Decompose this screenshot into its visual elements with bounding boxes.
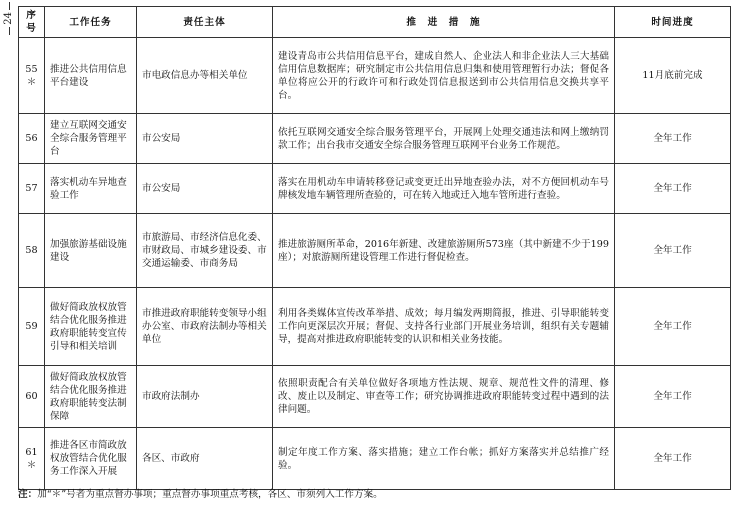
row-schedule: 全年工作 xyxy=(615,214,731,288)
row-seq: 60 xyxy=(19,366,45,428)
row-schedule: 全年工作 xyxy=(615,288,731,366)
table-header-row xyxy=(19,7,731,38)
row-schedule: 全年工作 xyxy=(615,114,731,164)
row-task: 建立互联网交通安全综合服务管理平台 xyxy=(45,114,137,164)
header-schedule: 时间进度 xyxy=(615,7,731,38)
table-row xyxy=(19,114,731,164)
row-schedule: 全年工作 xyxy=(615,366,731,428)
row-owner: 市推进政府职能转变领导小组办公室、市政府法制办等相关单位 xyxy=(137,288,273,366)
row-seq: 57 xyxy=(19,164,45,214)
row-measures: 依托互联网交通安全综合服务管理平台，开展网上处理交通违法和网上缴纳罚款工作；出台我市交通安全综合服务管理互联网平台业务工作规范。 xyxy=(273,114,615,164)
task-table xyxy=(18,6,731,490)
row-seq: 56 xyxy=(19,114,45,164)
row-task: 加强旅游基础设施建设 xyxy=(45,214,137,288)
row-schedule: 11月底前完成 xyxy=(615,38,731,114)
row-seq: 58 xyxy=(19,214,45,288)
table-row xyxy=(19,164,731,214)
row-seq: 61＊ xyxy=(19,428,45,490)
row-owner: 市政府法制办 xyxy=(137,366,273,428)
page-number-text: 24 xyxy=(3,12,14,25)
table-row xyxy=(19,288,731,366)
row-owner: 市电政信息办等相关单位 xyxy=(137,38,273,114)
footnote-text: 加“＊”号者为重点督办事项；重点督办事项重点考核，各区、市须列入工作方案。 xyxy=(37,489,383,500)
row-seq: 59 xyxy=(19,288,45,366)
table-row xyxy=(19,428,731,490)
row-measures: 依照职责配合有关单位做好各项地方性法规、规章、规范性文件的清理、修改、废止以及制定、审查等工作；研究协调推进政府职能转变过程中遇到的法律问题。 xyxy=(273,366,615,428)
row-owner: 各区、市政府 xyxy=(137,428,273,490)
row-owner: 市公安局 xyxy=(137,164,273,214)
footnote xyxy=(18,488,730,501)
row-task: 推进公共信用信息平台建设 xyxy=(45,38,137,114)
row-task: 推进各区市简政放权放管结合优化服务工作深入开展 xyxy=(45,428,137,490)
table-row xyxy=(19,38,731,114)
row-measures: 推进旅游厕所革命，2016年新建、改建旅游厕所573座（其中新建不少于199座）；对旅游厕所建设管理工作进行督促检查。 xyxy=(273,214,615,288)
header-owner: 责任主体 xyxy=(137,7,273,38)
header-seq: 序号 xyxy=(19,7,45,38)
header-task: 工作任务 xyxy=(45,7,137,38)
row-owner: 市旅游局、市经济信息化委、市财政局、市城乡建设委、市交通运输委、市商务局 xyxy=(137,214,273,288)
header-measures: 推 进 措 施 xyxy=(273,7,615,38)
row-seq: 55＊ xyxy=(19,38,45,114)
row-measures: 制定年度工作方案、落实措施；建立工作台帐；抓好方案落实并总结推广经验。 xyxy=(273,428,615,490)
row-owner: 市公安局 xyxy=(137,114,273,164)
row-schedule: 全年工作 xyxy=(615,164,731,214)
table-row xyxy=(19,366,731,428)
footnote-label: 注： xyxy=(18,489,38,500)
row-measures: 利用各类媒体宣传改革举措、成效；每月编发两期简报，推进、引导职能转变工作向更深层次开展；督促、支持各行业部门开展业务培训，组织有关专题辅导，提高对推进政府职能转变的认识和相关业务技能。 xyxy=(273,288,615,366)
page-number xyxy=(0,0,18,70)
row-measures: 建设青岛市公共信用信息平台，建成自然人、企业法人和非企业法人三大基础信用信息数据库；研究制定市公共信用信息归集和使用管理暂行办法；督促各单位将应公开的行政许可和行政处罚信息报送到市公共信用信息交换共享平台。 xyxy=(273,38,615,114)
row-schedule: 全年工作 xyxy=(615,428,731,490)
row-task: 做好简政放权放管结合优化服务推进政府职能转变法制保障 xyxy=(45,366,137,428)
row-measures: 落实在用机动车申请转移登记或变更迁出异地查验办法，对不方便回机动车号牌核发地车辆管理所查验的，可在转入地或迁入地车管所进行查验。 xyxy=(273,164,615,214)
row-task: 落实机动车异地查验工作 xyxy=(45,164,137,214)
page-number-dash-top xyxy=(9,2,10,10)
page-number-dash-bottom xyxy=(9,27,10,35)
table-row xyxy=(19,214,731,288)
row-task: 做好简政放权放管结合优化服务推进政府职能转变宣传引导和相关培训 xyxy=(45,288,137,366)
